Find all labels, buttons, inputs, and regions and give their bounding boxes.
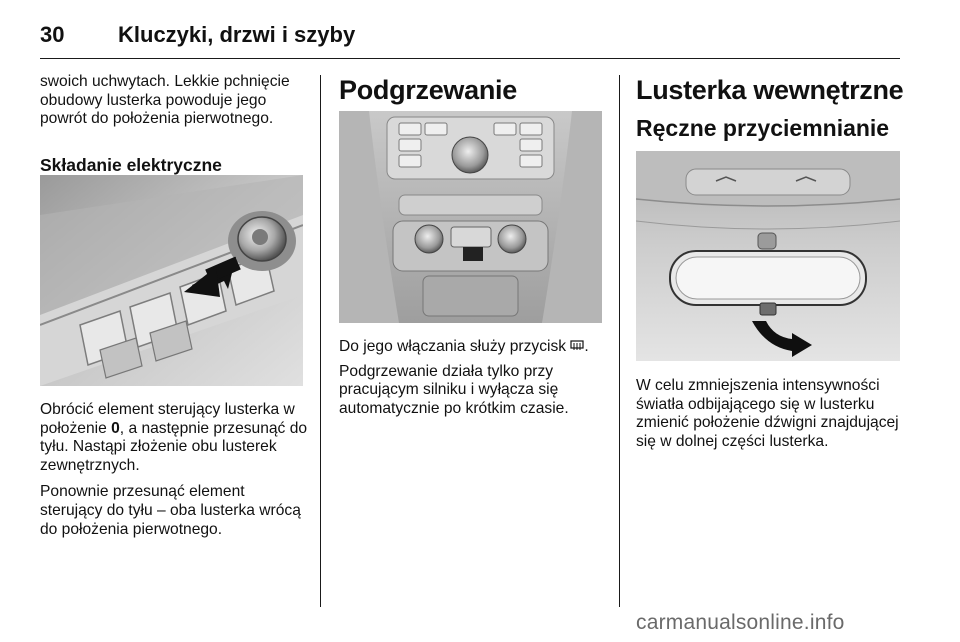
header-divider [40,58,900,59]
p1-text-b: , a następnie przesunąć do tyłu. Nastąpi złożenie obu lusterek zewnętrznych. [40,419,308,474]
column-1-lower [40,401,308,547]
column-divider-1 [320,75,321,607]
column-1 [40,73,306,176]
watermark: carmanualsonline.info [636,611,845,634]
interior-mirror-figure [636,151,900,361]
p1-position-zero: 0 [111,419,120,437]
paragraph-heating-conditions: Podgrzewanie działa tylko przy pracującym silniku i wyłącza się automatycznie po krótkim czasie. [339,362,569,417]
column-3 [636,74,906,142]
paragraph-dimming-instruction: W celu zmniejszenia intensywności światła odbijającego się w lusterku zmienić położenie dźwigni znajdującej się w dolnej części lusterka. [636,377,899,450]
column-divider-2 [619,75,620,607]
column-2 [339,74,609,106]
heater-button-period: . [584,338,589,355]
mirror-switch-figure [40,175,303,386]
column-3-lower [636,377,904,459]
paragraph-heater-button [339,338,611,357]
page-number: 30 [40,22,65,47]
p1-text-a: Obrócić element sterujący lusterka w położenie [40,401,295,437]
section-heading-heating: Podgrzewanie [339,75,517,105]
heater-button-text: Do jego włączania służy przycisk [339,338,567,355]
paragraph-unfold-instruction: Ponownie przesunąć element sterujący do tyłu – oba lusterka wrócą do położenia pierwotnego. [40,483,301,538]
subheading-manual-dimming: Ręczne przyciemnianie [636,115,890,141]
chapter-title: Kluczyki, drzwi i szyby [118,22,356,47]
section-heading-interior-mirrors: Lusterka wewnętrzne [636,75,904,105]
paragraph-fold-instruction [40,401,308,475]
intro-paragraph: swoich uchwytach. Lekkie pchnięcie obudowy lusterka powoduje jego powrót do położenia pierwotnego. [40,73,290,128]
column-2-lower [339,338,611,426]
rear-window-heater-icon [570,340,584,352]
section-heading-folding: Składanie elektryczne [40,154,222,175]
center-console-figure [339,111,602,323]
